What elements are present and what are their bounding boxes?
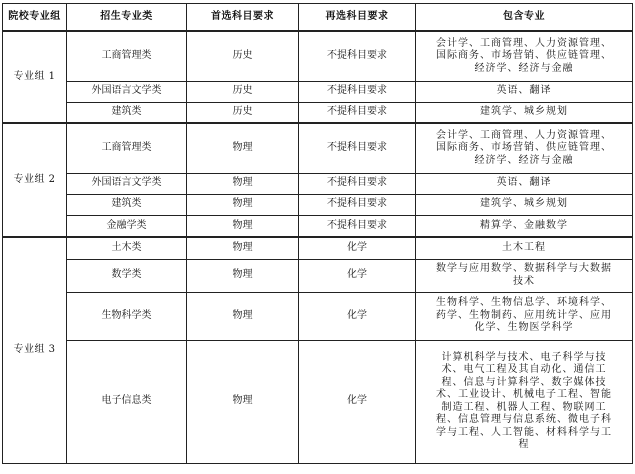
second-subject-cell: 化学 [299, 237, 416, 259]
category-cell: 外国语言文学类 [67, 81, 187, 102]
majors-line: 英语、翻译 [496, 85, 552, 97]
second-subject-cell: 不提科目要求 [299, 123, 416, 173]
majors-line: 术、工业设计、机械电子工程、智能 [436, 389, 612, 400]
second-subject-cell: 化学 [299, 292, 416, 340]
majors-line: 化学、生物医学科学 [474, 322, 574, 334]
majors-line: 精算学、金融数学 [480, 219, 568, 231]
majors-line: 建筑学、城乡规划 [480, 198, 568, 210]
majors-cell [416, 194, 633, 215]
majors-line: 技术 [513, 275, 535, 287]
majors-line: 程、信息与计算科学、数字媒体技 [441, 376, 607, 388]
second-subject-cell: 化学 [299, 259, 416, 292]
category-cell: 金融学类 [67, 215, 187, 237]
majors-line: 程、信息管理与信息系统、微电子科 [436, 414, 612, 425]
category-cell: 工商管理类 [67, 123, 187, 173]
table-row [3, 173, 633, 194]
header-row [3, 4, 633, 32]
first-subject-cell: 物理 [187, 123, 299, 173]
second-subject-cell: 化学 [299, 340, 416, 463]
table-row [3, 194, 633, 215]
category-cell: 数学类 [67, 259, 187, 292]
category-cell: 建筑类 [67, 102, 187, 123]
category-cell: 外国语言文学类 [67, 173, 187, 194]
first-subject-cell: 物理 [187, 194, 299, 215]
majors-line: 学与工程、人工智能、材料科学与工 [436, 426, 612, 438]
second-subject-cell: 不提科目要求 [299, 31, 416, 81]
category-cell: 土木类 [67, 237, 187, 259]
majors-line: 生物科学、生物信息学、环境科学、 [436, 297, 612, 309]
header-category: 招生专业类 [67, 4, 187, 32]
table-row [3, 123, 633, 173]
first-subject-cell: 物理 [187, 340, 299, 463]
majors-line: 国际商务、市场营销、供应链管理、 [436, 142, 612, 153]
second-subject-cell: 不提科目要求 [299, 194, 416, 215]
header-second-subject: 再选科目要求 [299, 4, 416, 32]
first-subject-cell: 物理 [187, 292, 299, 340]
majors-line: 计算机科学与技术、电子科学与技 [441, 351, 607, 363]
second-subject-cell: 不提科目要求 [299, 173, 416, 194]
majors-cell [416, 81, 633, 102]
category-cell: 电子信息类 [67, 340, 187, 463]
table-row [3, 259, 633, 292]
majors-line: 程 [518, 439, 530, 450]
majors-cell [416, 215, 633, 237]
table-row [3, 292, 633, 340]
second-subject-cell: 不提科目要求 [299, 81, 416, 102]
majors-cell [416, 102, 633, 123]
group-cell: 专业组 3 [3, 237, 67, 463]
header-group: 院校专业组 [3, 4, 67, 32]
majors-cell [416, 173, 633, 194]
table-row [3, 31, 633, 81]
first-subject-cell: 物理 [187, 173, 299, 194]
admission-table [2, 3, 633, 464]
majors-cell [416, 237, 633, 259]
first-subject-cell: 物理 [187, 215, 299, 237]
group-cell: 专业组 1 [3, 31, 67, 123]
table-row [3, 215, 633, 237]
majors-cell [416, 123, 633, 173]
majors-line: 数学与应用数学、数据科学与大数据 [436, 263, 612, 274]
second-subject-cell: 不提科目要求 [299, 102, 416, 123]
majors-line: 术、电气工程及其自动化、通信工 [441, 364, 607, 375]
majors-line: 会计学、工商管理、人力资源管理、 [436, 129, 612, 141]
header-included-majors: 包含专业 [416, 4, 633, 32]
majors-line: 药学、生物制药、应用统计学、应用 [436, 309, 612, 321]
table-row [3, 340, 633, 463]
majors-line: 制造工程、机器人工程、物联网工 [441, 401, 607, 413]
first-subject-cell: 历史 [187, 102, 299, 123]
majors-cell [416, 259, 633, 292]
majors-line: 会计学、工商管理、人力资源管理、 [436, 37, 612, 49]
first-subject-cell: 物理 [187, 237, 299, 259]
first-subject-cell: 历史 [187, 81, 299, 102]
table-row [3, 102, 633, 123]
category-cell: 工商管理类 [67, 31, 187, 81]
majors-line: 经济学、经济与金融 [474, 62, 574, 74]
majors-line: 英语、翻译 [496, 177, 552, 189]
majors-cell [416, 340, 633, 463]
category-cell: 生物科学类 [67, 292, 187, 340]
majors-cell [416, 292, 633, 340]
category-cell: 建筑类 [67, 194, 187, 215]
header-first-subject: 首选科目要求 [187, 4, 299, 32]
table-row [3, 81, 633, 102]
majors-line: 经济学、经济与金融 [474, 154, 574, 166]
table-row [3, 237, 633, 259]
majors-line: 国际商务、市场营销、供应链管理、 [436, 50, 612, 61]
majors-line: 建筑学、城乡规划 [480, 106, 568, 117]
second-subject-cell: 不提科目要求 [299, 215, 416, 237]
majors-cell [416, 31, 633, 81]
group-cell: 专业组 2 [3, 123, 67, 237]
first-subject-cell: 物理 [187, 259, 299, 292]
majors-line: 土木工程 [502, 242, 546, 253]
first-subject-cell: 历史 [187, 31, 299, 81]
